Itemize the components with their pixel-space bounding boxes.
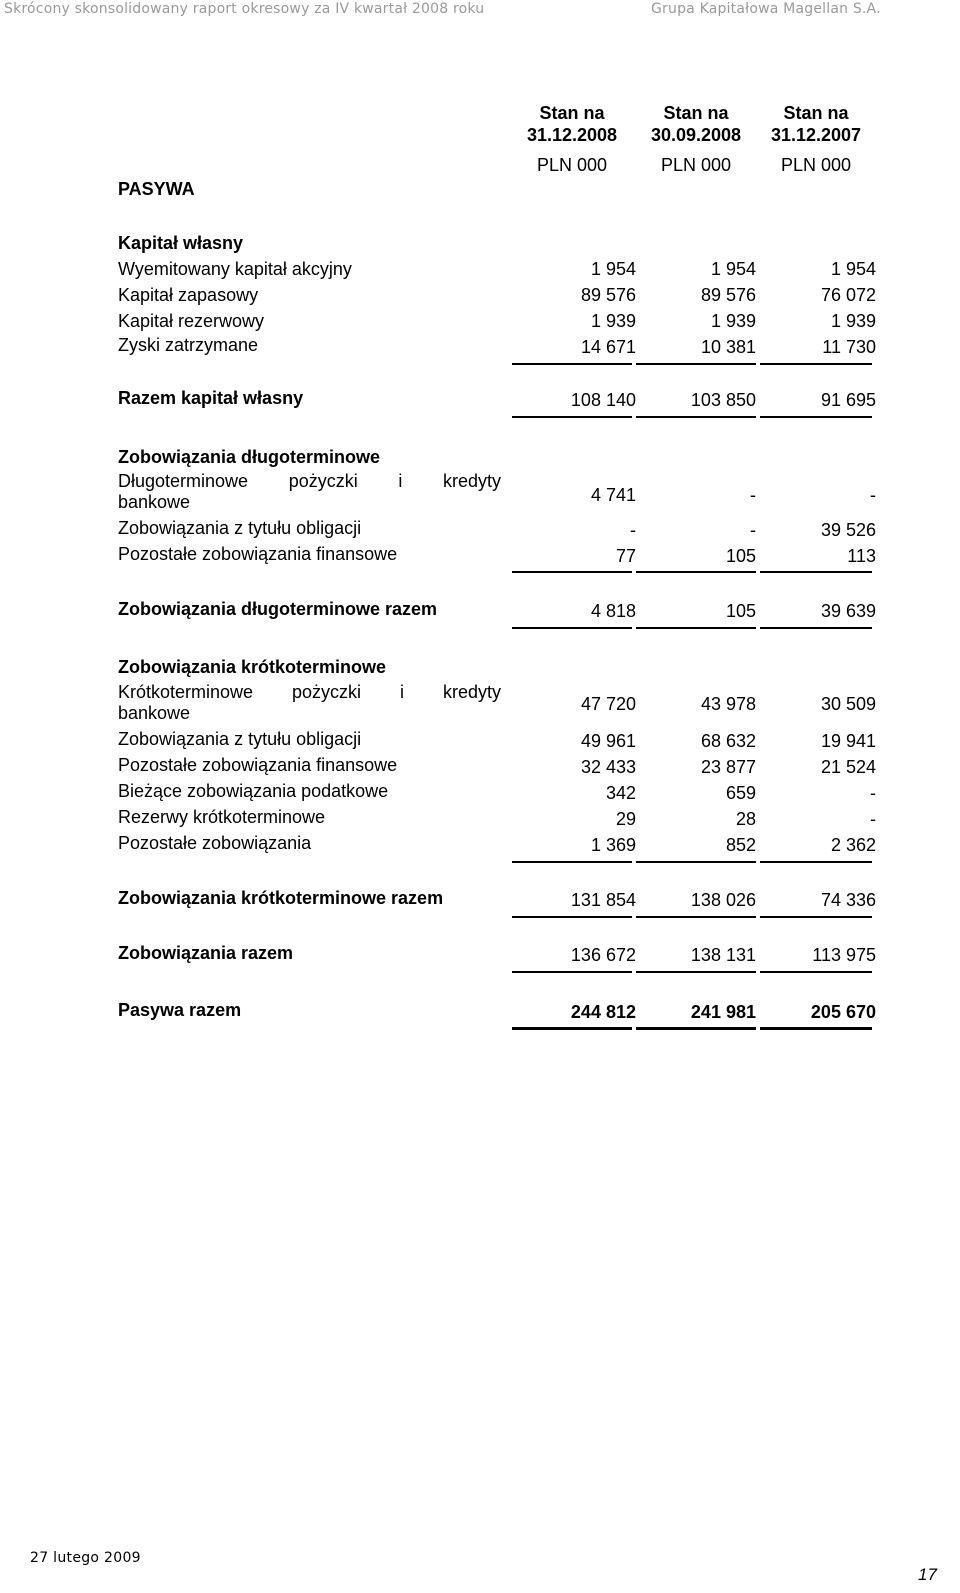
rule <box>636 627 756 629</box>
longterm-total-row: Zobowiązania długoterminowe razem 4 818 105 39 639 <box>118 599 876 621</box>
rule <box>636 363 756 365</box>
rule <box>636 916 756 918</box>
table-row: Wyemitowany kapitał akcyjny 1 954 1 954 1 954 <box>118 259 876 279</box>
col-unit-1: PLN 000 <box>536 155 608 175</box>
report-title: Skrócony skonsolidowany raport okresowy za IV kwartał 2008 roku <box>4 1 485 17</box>
rule <box>512 971 632 973</box>
table-row: Kapitał zapasowy 89 576 89 576 76 072 <box>118 285 876 305</box>
col-unit-2: PLN 000 <box>660 155 732 175</box>
table-row: Zyski zatrzymane 14 671 10 381 11 730 <box>118 335 876 357</box>
equity-total-row: Razem kapitał własny 108 140 103 850 91 695 <box>118 388 876 410</box>
running-header <box>0 0 960 22</box>
rule <box>760 416 872 418</box>
equity-heading: Kapitał własny <box>118 233 244 253</box>
rule <box>760 363 872 365</box>
section-title: PASYWA <box>118 179 195 199</box>
col-header-1: Stan na 31.12.2008 <box>526 103 618 145</box>
table-row: Pozostałe zobowiązania finansowe 32 433 23 877 21 524 <box>118 755 876 777</box>
shortterm-total-row: Zobowiązania krótkoterminowe razem 131 854 138 026 74 336 <box>118 888 876 910</box>
table-row: Bieżące zobowiązania podatkowe 342 659 - <box>118 781 876 803</box>
page-number: 17 <box>918 1565 937 1584</box>
company-name: Grupa Kapitałowa Magellan S.A. <box>651 1 881 17</box>
double-rule <box>512 1027 632 1030</box>
table-row: Długoterminowe pożyczki i kredyty bankowe 4 741 - - <box>118 471 876 512</box>
rule <box>636 861 756 863</box>
rule <box>636 571 756 573</box>
rule <box>760 861 872 863</box>
longterm-heading: Zobowiązania długoterminowe <box>118 447 381 467</box>
table-row: Zobowiązania z tytułu obligacji - - 39 526 <box>118 518 876 540</box>
rule <box>512 861 632 863</box>
table-row: Rezerwy krótkoterminowe 29 28 - <box>118 807 876 829</box>
rule <box>760 627 872 629</box>
col-header-3: Stan na 31.12.2007 <box>770 103 862 145</box>
table-row: Pozostałe zobowiązania 1 369 852 2 362 <box>118 833 876 855</box>
rule <box>512 627 632 629</box>
rule <box>512 363 632 365</box>
double-rule <box>760 1027 872 1030</box>
rule <box>512 571 632 573</box>
table-row: Kapitał rezerwowy 1 939 1 939 1 939 <box>118 311 876 331</box>
rule <box>636 416 756 418</box>
footer-date: 27 lutego 2009 <box>30 1550 141 1566</box>
grand-total-row: Pasywa razem 244 812 241 981 205 670 <box>118 1000 876 1022</box>
rule <box>636 971 756 973</box>
table-row: Krótkoterminowe pożyczki i kredyty bankowe 47 720 43 978 30 509 <box>118 682 876 723</box>
liabilities-total-row: Zobowiązania razem 136 672 138 131 113 975 <box>118 943 876 965</box>
col-unit-3: PLN 000 <box>780 155 852 175</box>
double-rule <box>636 1027 756 1030</box>
rule <box>760 571 872 573</box>
rule <box>512 916 632 918</box>
rule <box>512 416 632 418</box>
table-row: Zobowiązania z tytułu obligacji 49 961 68 632 19 941 <box>118 729 876 751</box>
shortterm-heading: Zobowiązania krótkoterminowe <box>118 657 387 677</box>
col-header-2: Stan na 30.09.2008 <box>650 103 742 145</box>
rule <box>760 971 872 973</box>
rule <box>760 916 872 918</box>
table-row: Pozostałe zobowiązania finansowe 77 105 113 <box>118 544 876 566</box>
